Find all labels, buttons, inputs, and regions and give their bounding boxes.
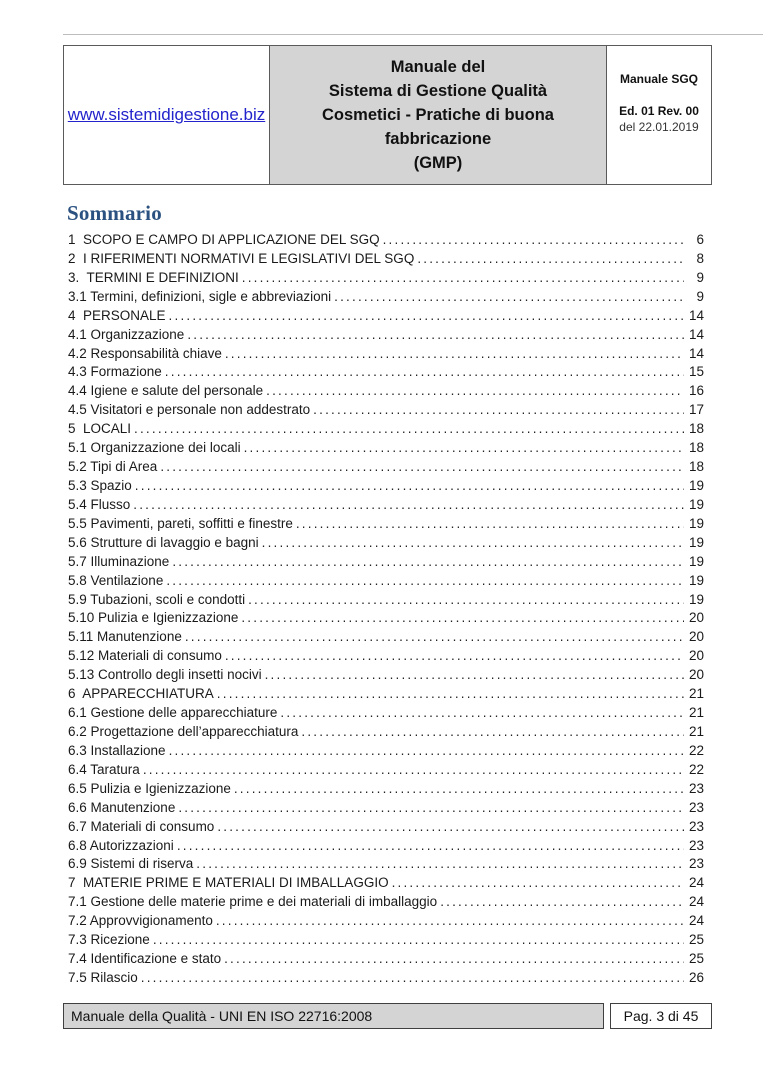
toc-entry-page-number: 19: [688, 572, 704, 588]
toc-entry-page-number: 19: [688, 477, 704, 493]
toc-entry-label: 3. TERMINI E DEFINIZIONI: [68, 269, 239, 285]
toc-entry: [68, 459, 704, 478]
document-footer-table: [63, 1003, 712, 1029]
toc-leader-dots: [296, 516, 684, 531]
toc-leader-dots: [178, 800, 684, 815]
toc-entry-label: 7.1 Gestione delle materie prime e dei materiali di imballaggio: [68, 894, 438, 910]
toc-entry-label: 4.5 Visitatori e personale non addestrato: [68, 402, 311, 418]
toc-entry: [68, 800, 704, 819]
toc-entry-page-number: 14: [688, 307, 704, 323]
toc-entry-label: 5.11 Manutenzione: [68, 629, 182, 645]
toc-entry-label: 5.8 Ventilazione: [68, 572, 164, 588]
toc-entry-label: 5 LOCALI: [68, 421, 132, 437]
toc-entry-page-number: 18: [688, 421, 704, 437]
toc-leader-dots: [417, 251, 684, 266]
toc-entry: [68, 838, 704, 857]
toc-entry-label: 4 PERSONALE: [68, 307, 166, 323]
header-meta-cell: [606, 45, 712, 185]
toc-entry-label: 6.1 Gestione delle apparecchiature: [68, 705, 278, 721]
toc-leader-dots: [383, 232, 684, 247]
doc-code: Manuale SGQ: [619, 72, 699, 86]
toc-entry-page-number: 23: [688, 837, 704, 853]
toc-leader-dots: [440, 894, 684, 909]
toc-entry-page-number: 20: [688, 610, 704, 626]
toc-entry-page-number: 24: [688, 875, 704, 891]
header-website-cell: [63, 45, 270, 185]
toc-entry: [68, 516, 704, 535]
toc-entry-label: 5.5 Pavimenti, pareti, soffitti e finestre: [68, 515, 293, 531]
toc-leader-dots: [217, 819, 684, 834]
toc-entry-page-number: 18: [688, 440, 704, 456]
toc-entry: [68, 856, 704, 875]
toc-leader-dots: [187, 327, 684, 342]
toc-entry-page-number: 19: [688, 496, 704, 512]
toc-entry: [68, 743, 704, 762]
toc-entry: [68, 421, 704, 440]
toc-entry-page-number: 18: [688, 459, 704, 475]
toc-entry: [68, 686, 704, 705]
toc-leader-dots: [160, 459, 684, 474]
toc-leader-dots: [169, 743, 684, 758]
toc-entry: [68, 610, 704, 629]
toc-entry: [68, 819, 704, 838]
toc-entry: [68, 932, 704, 951]
toc-entry-page-number: 14: [688, 345, 704, 361]
toc-leader-dots: [225, 346, 684, 361]
toc-entry-label: 2 I RIFERIMENTI NORMATIVI E LEGISLATIVI DEL SGQ: [68, 250, 415, 266]
toc-entry: [68, 951, 704, 970]
doc-edition-revision: Ed. 01 Rev. 00: [619, 104, 699, 118]
toc-entry: [68, 894, 704, 913]
toc-leader-dots: [153, 932, 684, 947]
toc-entry-label: 6.5 Pulizia e Igienizzazione: [68, 780, 231, 796]
toc-leader-dots: [280, 705, 684, 720]
toc-list: [68, 232, 704, 989]
toc-leader-dots: [392, 875, 684, 890]
toc-heading: Sommario: [67, 201, 162, 225]
toc-entry-page-number: 20: [688, 648, 704, 664]
toc-entry-label: 5.3 Spazio: [68, 477, 132, 493]
toc-entry-page-number: 14: [688, 326, 704, 342]
toc-entry: [68, 308, 704, 327]
toc-entry: [68, 781, 704, 800]
toc-entry: [68, 327, 704, 346]
toc-entry-label: 6.3 Installazione: [68, 742, 166, 758]
toc-entry-page-number: 19: [688, 515, 704, 531]
toc-leader-dots: [225, 648, 684, 663]
toc-entry-label: 6.9 Sistemi di riserva: [68, 856, 194, 872]
toc-leader-dots: [169, 308, 684, 323]
toc-entry: [68, 440, 704, 459]
toc-entry-label: 7.5 Rilascio: [68, 969, 138, 985]
toc-entry-label: 6.2 Progettazione dell’apparecchiatura: [68, 723, 299, 739]
toc-entry: [68, 875, 704, 894]
toc-leader-dots: [313, 402, 684, 417]
toc-entry-label: 4.3 Formazione: [68, 364, 162, 380]
toc-entry-label: 4.4 Igiene e salute del personale: [68, 383, 264, 399]
toc-entry-page-number: 9: [696, 269, 704, 285]
toc-entry-page-number: 24: [688, 894, 704, 910]
toc-entry: [68, 554, 704, 573]
toc-entry: [68, 573, 704, 592]
toc-entry-page-number: 26: [688, 969, 704, 985]
toc-entry-page-number: 21: [688, 705, 704, 721]
toc-entry: [68, 270, 704, 289]
toc-entry-label: 4.1 Organizzazione: [68, 326, 185, 342]
toc-leader-dots: [185, 629, 684, 644]
toc-entry: [68, 667, 704, 686]
toc-entry: [68, 535, 704, 554]
website-link[interactable]: www.sistemidigestione.biz: [67, 105, 266, 124]
toc-entry-page-number: 25: [688, 932, 704, 948]
doc-date: del 22.01.2019: [619, 120, 699, 134]
toc-entry-label: 5.12 Materiali di consumo: [68, 648, 222, 664]
header-boundary-line: [63, 34, 763, 35]
toc-leader-dots: [166, 573, 684, 588]
toc-entry-label: 7 MATERIE PRIME E MATERIALI DI IMBALLAGGIO: [68, 875, 389, 891]
toc-entry-page-number: 25: [688, 951, 704, 967]
toc-entry-label: 5.2 Tipi di Area: [68, 459, 158, 475]
toc-entry-page-number: 16: [688, 383, 704, 399]
toc-entry: [68, 346, 704, 365]
toc-entry-label: 1 SCOPO E CAMPO DI APPLICAZIONE DEL SGQ: [68, 232, 380, 247]
toc-entry-page-number: 23: [688, 856, 704, 872]
toc-entry: [68, 629, 704, 648]
toc-entry-label: 7.4 Identificazione e stato: [68, 951, 222, 967]
toc-entry-label: 5.13 Controllo degli insetti nocivi: [68, 667, 262, 683]
toc-leader-dots: [242, 270, 684, 285]
toc-leader-dots: [217, 686, 684, 701]
toc-leader-dots: [266, 383, 684, 398]
doc-title-line-2: Sistema di Gestione Qualità: [328, 82, 548, 100]
toc-entry: [68, 383, 704, 402]
toc-entry-label: 5.7 Illuminazione: [68, 553, 170, 569]
toc-entry-page-number: 20: [688, 667, 704, 683]
toc-entry-page-number: 8: [696, 250, 704, 266]
toc-entry: [68, 913, 704, 932]
toc-leader-dots: [172, 554, 684, 569]
doc-title-line-3: Cosmetici - Pratiche di buona fabbricazione: [322, 106, 554, 148]
toc-leader-dots: [141, 970, 684, 985]
doc-title-line-1: Manuale del: [390, 58, 486, 76]
toc-leader-dots: [165, 364, 684, 379]
toc-entry-label: 6.8 Autorizzazioni: [68, 837, 174, 853]
header-title-cell: [270, 45, 606, 185]
toc-leader-dots: [216, 913, 684, 928]
toc-entry: [68, 232, 704, 251]
toc-entry-label: 7.2 Approvvigionamento: [68, 913, 213, 929]
toc-entry-page-number: 21: [688, 686, 704, 702]
toc-entry-label: 4.2 Responsabilità chiave: [68, 345, 222, 361]
toc-leader-dots: [248, 592, 684, 607]
toc-entry-label: 6 APPARECCHIATURA: [68, 686, 214, 702]
toc-entry-page-number: 6: [696, 232, 704, 247]
toc-leader-dots: [334, 289, 684, 304]
toc-entry-page-number: 9: [696, 288, 704, 304]
toc-entry: [68, 251, 704, 270]
toc-entry-page-number: 19: [688, 534, 704, 550]
toc-entry-page-number: 21: [688, 723, 704, 739]
toc-entry-label: 6.4 Taratura: [68, 761, 140, 777]
toc-entry: [68, 724, 704, 743]
toc-entry-page-number: 23: [688, 780, 704, 796]
toc-leader-dots: [301, 724, 684, 739]
toc-entry-label: 5.10 Pulizia e Igienizzazione: [68, 610, 239, 626]
toc-entry-page-number: 20: [688, 629, 704, 645]
footer-page-number: Pag. 3 di 45: [610, 1003, 712, 1029]
toc-entry: [68, 970, 704, 989]
toc-entry-label: 3.1 Termini, definizioni, sigle e abbreviazioni: [68, 288, 332, 304]
toc-entry-label: 5.1 Organizzazione dei locali: [68, 440, 241, 456]
toc-entry: [68, 592, 704, 611]
toc-entry: [68, 402, 704, 421]
toc-entry-page-number: 19: [688, 553, 704, 569]
toc-leader-dots: [135, 478, 684, 493]
toc-leader-dots: [234, 781, 684, 796]
toc-entry: [68, 497, 704, 516]
toc-leader-dots: [134, 421, 684, 436]
toc-entry-label: 5.6 Strutture di lavaggio e bagni: [68, 534, 259, 550]
toc-entry-page-number: 17: [688, 402, 704, 418]
toc-entry-page-number: 19: [688, 591, 704, 607]
toc-leader-dots: [244, 440, 684, 455]
toc-entry: [68, 762, 704, 781]
toc-entry-page-number: 24: [688, 913, 704, 929]
toc-leader-dots: [143, 762, 684, 777]
toc-entry-label: 5.9 Tubazioni, scoli e condotti: [68, 591, 246, 607]
toc-entry: [68, 648, 704, 667]
toc-entry-page-number: 22: [688, 761, 704, 777]
toc-entry-page-number: 22: [688, 742, 704, 758]
toc-leader-dots: [133, 497, 684, 512]
toc-entry: [68, 364, 704, 383]
footer-document-title: Manuale della Qualità - UNI EN ISO 22716:2008: [63, 1003, 604, 1029]
toc-entry: [68, 705, 704, 724]
toc-leader-dots: [196, 856, 684, 871]
toc-leader-dots: [262, 535, 684, 550]
toc-entry-label: 5.4 Flusso: [68, 496, 131, 512]
toc-entry-page-number: 23: [688, 799, 704, 815]
toc-leader-dots: [241, 610, 684, 625]
toc-entry: [68, 289, 704, 308]
toc-entry-label: 7.3 Ricezione: [68, 932, 150, 948]
toc-entry-label: 6.7 Materiali di consumo: [68, 818, 215, 834]
toc-entry: [68, 478, 704, 497]
toc-entry-page-number: 23: [688, 818, 704, 834]
toc-leader-dots: [265, 667, 684, 682]
toc-leader-dots: [224, 951, 684, 966]
document-header-table: [63, 45, 712, 185]
toc-entry-label: 6.6 Manutenzione: [68, 799, 176, 815]
doc-title-line-4: (GMP): [413, 154, 463, 172]
toc-leader-dots: [177, 838, 684, 853]
toc-entry-page-number: 15: [688, 364, 704, 380]
